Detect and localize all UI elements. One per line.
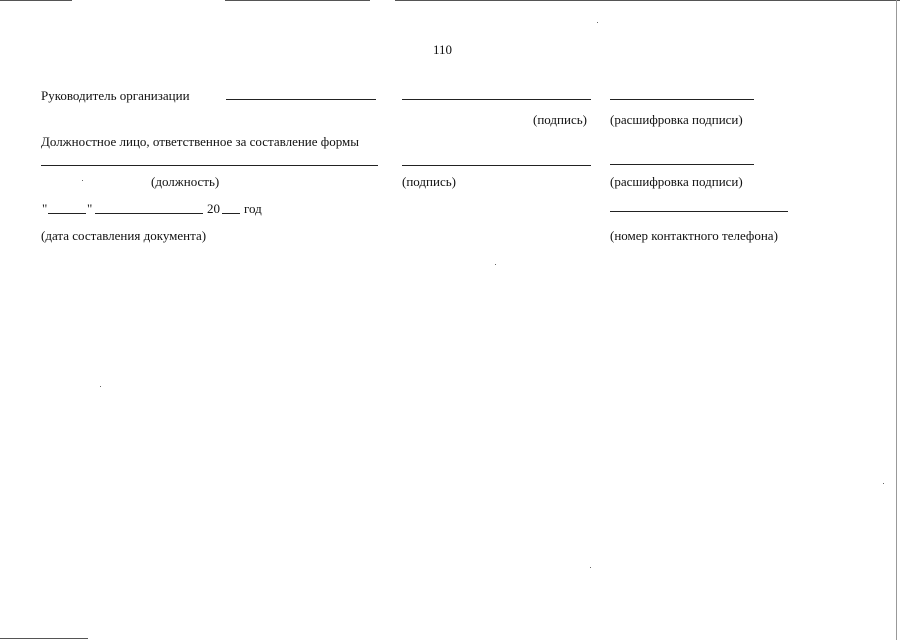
scan-edge-vertical <box>896 0 897 640</box>
scan-speck <box>100 386 101 387</box>
date-month-line[interactable] <box>95 213 203 214</box>
head-transcript-line[interactable] <box>610 99 754 100</box>
scan-edge-line <box>225 0 370 1</box>
official-transcript-caption: (расшифровка подписи) <box>610 174 743 189</box>
contact-caption: (номер контактного телефона) <box>610 228 778 243</box>
date-year-prefix: 20 <box>207 201 220 216</box>
official-label: Должностное лицо, ответственное за составление формы <box>41 134 359 149</box>
official-signature-caption: (подпись) <box>402 174 456 189</box>
scan-speck <box>82 180 83 181</box>
date-year-word: год <box>244 201 262 216</box>
scan-speck <box>495 264 496 265</box>
scan-speck <box>883 483 884 484</box>
official-transcript-line[interactable] <box>610 164 754 165</box>
head-signature-line[interactable] <box>402 99 591 100</box>
scan-edge-line <box>395 0 900 1</box>
official-signature-line[interactable] <box>402 165 591 166</box>
official-position-caption: (должность) <box>151 174 220 189</box>
official-position-line[interactable] <box>41 165 378 166</box>
date-day-line[interactable] <box>48 213 86 214</box>
head-label: Руководитель организации <box>41 88 190 103</box>
date-year-line[interactable] <box>222 213 240 214</box>
date-caption: (дата составления документа) <box>41 228 207 243</box>
page-number: 110 <box>433 42 453 57</box>
contact-phone-line[interactable] <box>610 211 788 212</box>
scan-edge-line <box>0 0 72 1</box>
date-quote-open: " <box>42 201 48 216</box>
head-transcript-caption: (расшифровка подписи) <box>610 112 743 127</box>
scan-speck <box>590 567 591 568</box>
scan-edge-line <box>0 638 88 639</box>
scan-speck <box>597 22 598 23</box>
date-quote-close: " <box>87 201 93 216</box>
head-field-line[interactable] <box>226 99 376 100</box>
head-signature-caption: (подпись) <box>533 112 587 127</box>
